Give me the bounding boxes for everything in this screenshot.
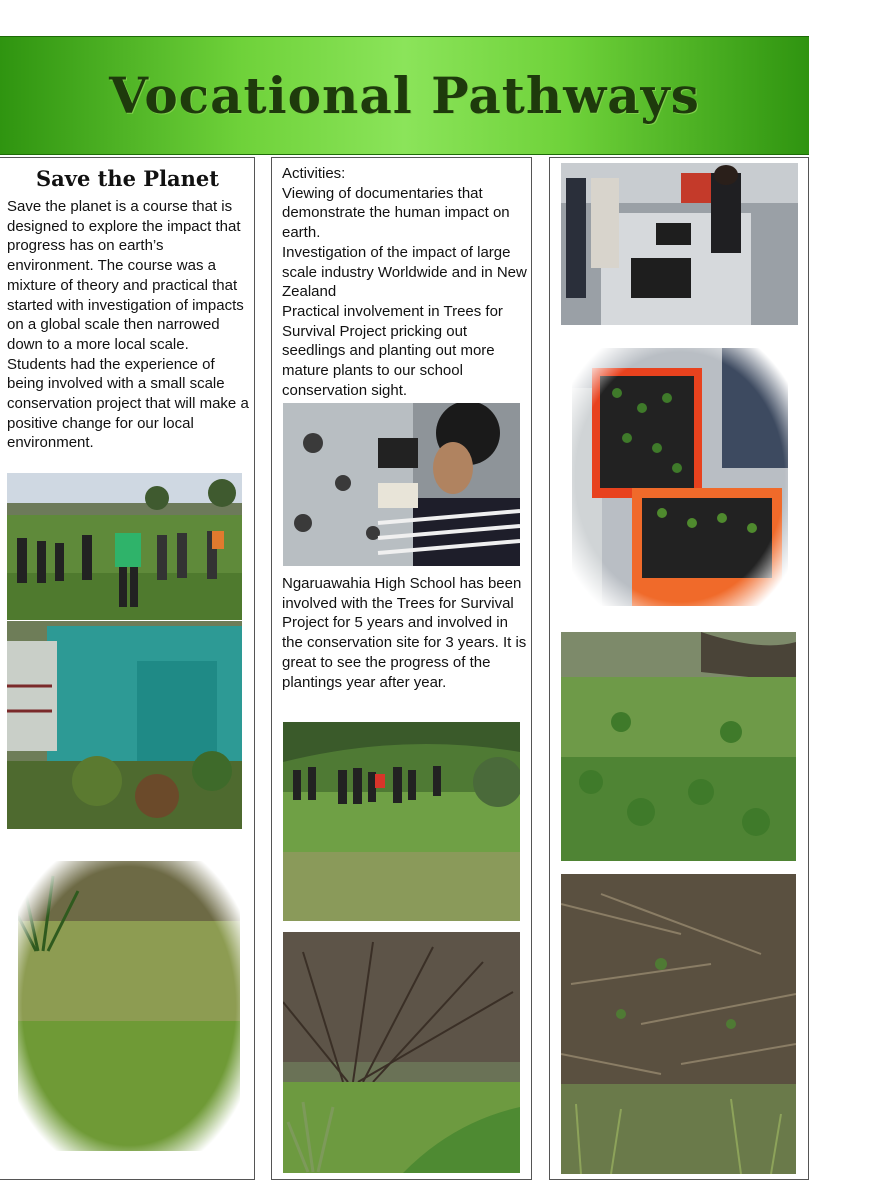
- photo-students-field: [7, 473, 242, 620]
- photo-grass-site: [18, 861, 240, 1151]
- activities-heading: Activities:: [282, 165, 346, 182]
- right-column: [549, 157, 809, 1180]
- activity-item: Viewing of documentaries that demonstrate the human impact on earth.: [282, 184, 510, 242]
- photo-seedling-crates: [572, 348, 788, 606]
- photo-pricking-seedlings: [283, 403, 520, 566]
- activity-item: Investigation of the impact of large scale industry Worldwide and in New Zealand: [282, 243, 527, 301]
- left-column: [0, 157, 255, 1180]
- photo-classroom-trays: [561, 163, 798, 325]
- program-history-paragraph: Ngaruawahia High School has been involved with the Trees for Survival Project for 5 years and involved in the conservation site for 3 years. It is great to see the progress of the plantings year after year.: [282, 575, 527, 691]
- photo-students-hill: [283, 722, 520, 921]
- section-heading: Save the Planet: [36, 166, 219, 191]
- header-banner: [0, 36, 809, 155]
- activity-item: Practical involvement in Trees for Survival Project pricking out seedlings and planting out more mature plants to our school conservation sight.: [282, 302, 503, 399]
- photo-shade-house: [7, 621, 242, 829]
- middle-column: [271, 157, 532, 1180]
- page-title: Vocational Pathways: [109, 66, 700, 125]
- intro-paragraph: Save the planet is a course that is designed to explore the impact that progress has on earth’s environment. The course was a mixture of theory and practical that started with investigation of impacts on a global scale then narrowed down to a more local scale. Students had the experience of being involved with a small scale conservation project that will make a positive change for our local environment.: [7, 198, 249, 452]
- photo-tree-stream: [283, 932, 520, 1173]
- photo-green-groundcover: [561, 632, 796, 861]
- photo-mulched-ground: [561, 874, 796, 1174]
- activities-text: [282, 164, 528, 400]
